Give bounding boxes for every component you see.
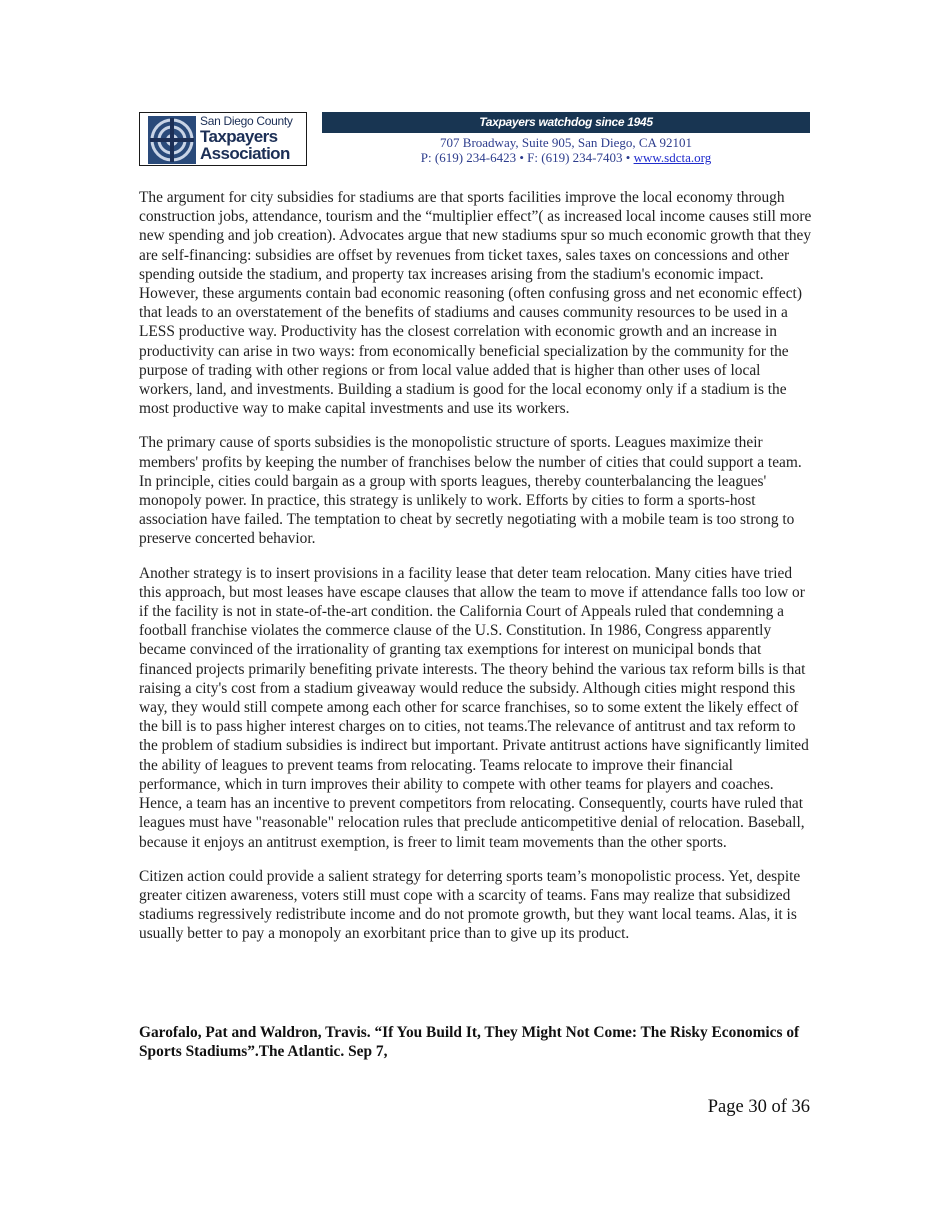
paragraph-1: The argument for city subsidies for stadiums are that sports facilities improve the local economy through construction jobs, attendance, tourism and the “multiplier effect”( as increased local income causes still more new spending and job creation). Advocates argue that new stadiums spur so much economic growth that they are self-financing: subsidies are offset by revenues from ticket taxes, sales taxes on concessions and other spending outside the stadium, and property tax increases arising from the stadium's economic impact. However, these arguments contain bad economic reasoning (often confusing gross and net economic effect) that leads to an overstatement of the benefits of stadiums and causes community resources to be used in a LESS productive way. Productivity has the closest correlation with economic growth and an increase in productivity can arise in two ways: from economically beneficial specialization by the community for the purpose of trading with other regions or from local value added that is higher than other uses of local workers, land, and investments. Building a stadium is good for the local economy only if a stadium is the most productive way to make capital investments and use its workers.	[139, 189, 812, 418]
paragraph-3: Another strategy is to insert provisions in a facility lease that deter team relocation. Many cities have tried this approach, but most leases have escape clauses that allow the team to move if attendance falls too low or if the facility is not in state-of-the-art condition. the California Court of Appeals ruled that condemning a football franchise violates the commerce clause of the U.S. Constitution. In 1986, Congress apparently became convinced of the irrationality of granting tax exemptions for interest on municipal bonds that financed projects primarily benefiting private interests. The theory behind the various tax reform bills is that raising a city's cost from a stadium giveaway would reduce the subsidy. Although cities might respond this way, they would still compete among each other for scarce franchises, so to some extent the likely effect of the bill is to pass higher interest charges on to cities, not teams.The relevance of antitrust and tax reform to the problem of stadium subsidies is indirect but important. Private antitrust actions have significantly limited the ability of leagues to prevent teams from relocating. Teams relocate to improve their financial performance, which in turn improves their ability to compete with other teams for players and coaches. Hence, a team has an incentive to prevent competitors from relocating. Consequently, courts have ruled that leagues must have "reasonable" relocation rules that preclude anticompetitive denial of relocation. Baseball, because it enjoys an antitrust exemption, is freer to limit team movements than the other sports.	[139, 564, 809, 851]
citation: Garofalo, Pat and Waldron, Travis. “If You Build It, They Might Not Come: The Risky Economics of Sports Stadiums”.The Atlantic. Sep 7,	[139, 1024, 800, 1061]
letterhead	[139, 112, 810, 169]
logo-line-2: Taxpayers	[200, 127, 278, 146]
logo-line-1: San Diego County	[200, 114, 293, 128]
phone-fax-text: P: (619) 234-6423 • F: (619) 234-7403 •	[420, 150, 631, 165]
contact-block	[322, 135, 810, 165]
paragraph-4: Citizen action could provide a salient strategy for deterring sports team’s monopolistic process. Yet, despite greater citizen awareness, voters still must cope with a scarcity of teams. Fans may realize that subsidized stadiums regressively redistribute income and do not promote growth, but they want local teams. Alas, it is usually better to pay a monopoly an exorbitant price than to give up its product.	[139, 867, 801, 943]
sdcta-logo	[139, 112, 307, 166]
document-body	[139, 188, 815, 959]
page-number: Page 30 of 36	[707, 1097, 810, 1117]
logo-wordmark	[200, 115, 304, 162]
target-seal-icon	[148, 116, 196, 164]
website-link[interactable]: www.sdcta.org	[633, 150, 712, 165]
paragraph-2: The primary cause of sports subsidies is the monopolistic structure of sports. Leagues maximize their members' profits by keeping the number of franchises below the number of cities that could support a team. In principle, cities could bargain as a group with sports leagues, thereby counterbalancing the leagues' monopoly power. In practice, this strategy is unlikely to work. Efforts by cities to form a sports-host association have failed. The temptation to cheat by secretly negotiating with a mobile team is too strong to preserve concerted behavior.	[139, 434, 802, 548]
logo-line-3: Association	[200, 144, 290, 163]
tagline-bar: Taxpayers watchdog since 1945	[322, 112, 810, 133]
address-line: 707 Broadway, Suite 905, San Diego, CA 92101	[440, 135, 692, 150]
contact-line	[322, 150, 810, 165]
